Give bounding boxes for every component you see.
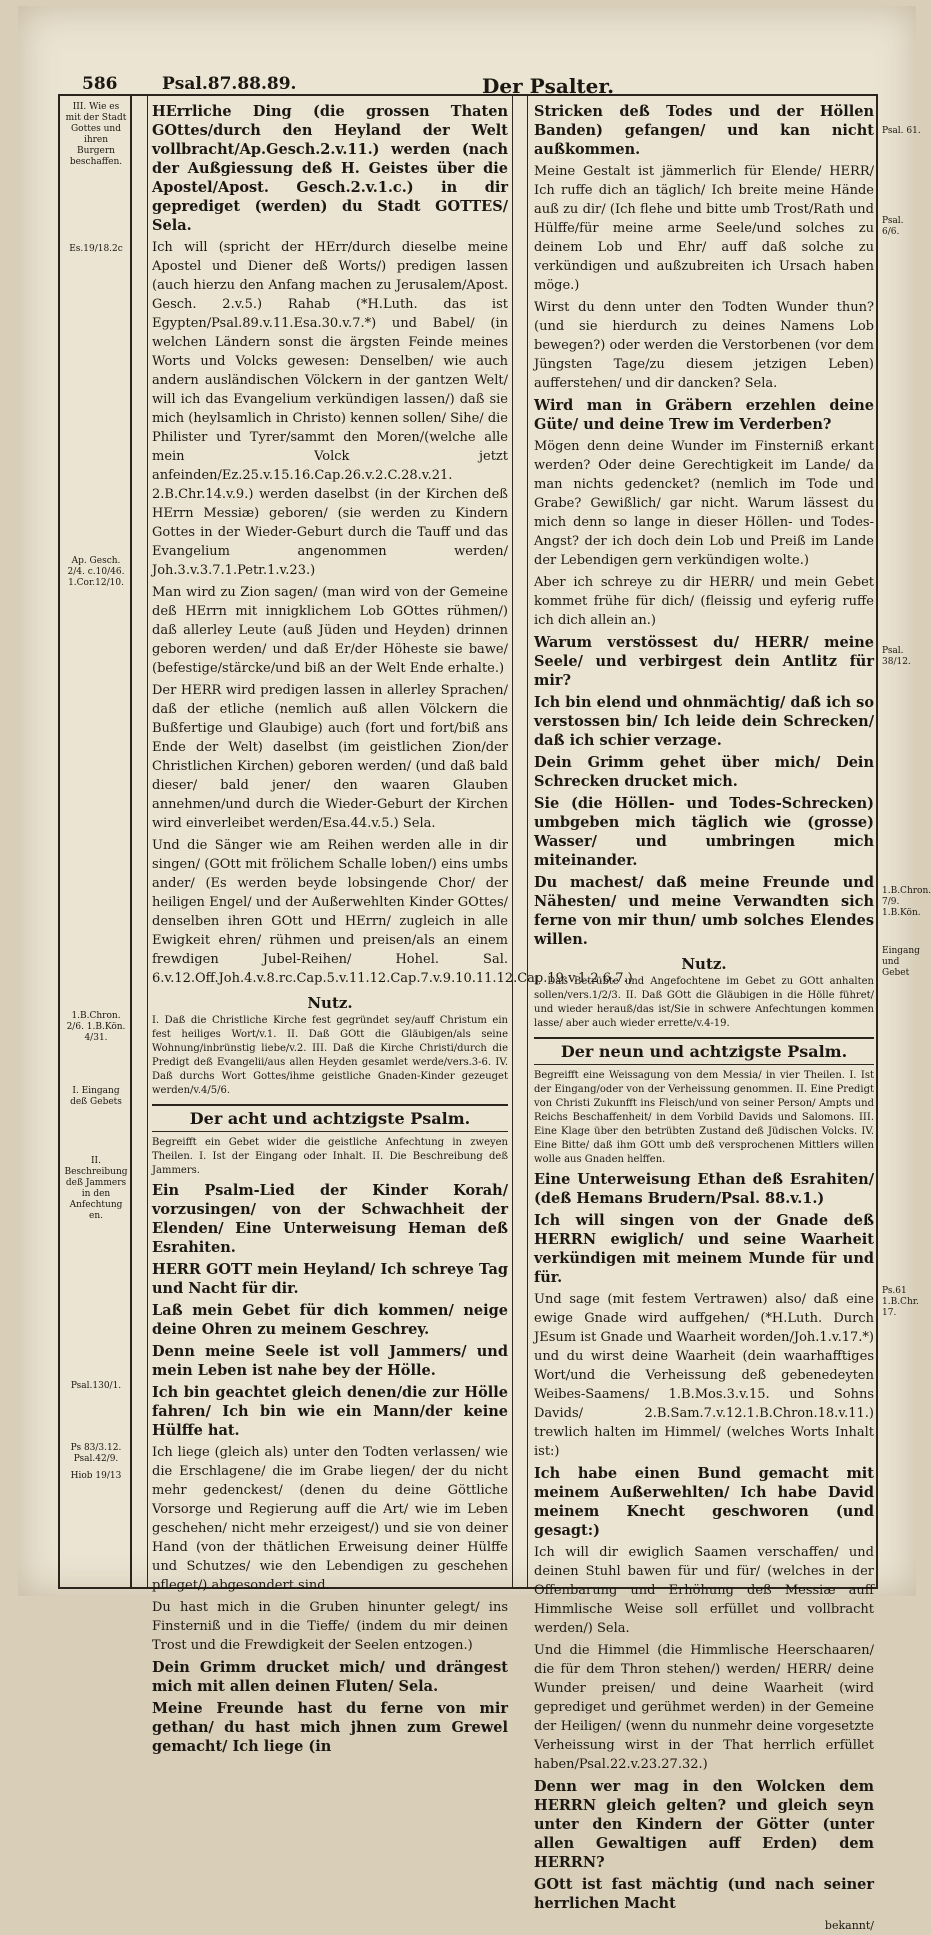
margin-note: II. Beschreibung deß Jammers in den Anfechtung en. (64, 1156, 128, 1221)
psalm-89-title: Der neun und achtzigste Psalm. (534, 1037, 874, 1065)
margin-note: Psal.130/1. (70, 1381, 122, 1391)
verse-number-gutter (132, 96, 148, 1587)
nutz-text: I. Daß Betrübte und Angefochtene im Gebet zu GOtt anhalten sollen/vers.1/2/3. II. Daß GOtt die Gläubigen in die Hölle führet/ und wieder herauß/das ist/Sie in schwere Anfechtungen kommen lasse/ aber auch wieder errette/v.4-19. (534, 976, 874, 1029)
verse: Und sage (mit festem Vertrawen) also/ daß eine ewige Gnade wird auffgehen/ (*H.Luth. Durch JEsum ist Gnade und Waarheit worden/Joh.1.v.17.*) und du wirst deine Waarheit (dein waarhafftiges Wort/und die Verheissung deß gebenedeyten Weibes-Saamens/ 1.B.Mos.3.v.15. und Sohns Davids/ 2.B.Sam.7.v.12.1.B.Chron.18.v.11.) trewlich halten im Himmel/ (welches Worts Inhalt ist:) (534, 1292, 874, 1459)
verse: Mögen denn deine Wunder im Finsterniß erkant werden? Oder deine Gerechtigkeit im Lande/ da man nichts gedencket? (nemlich im Tode und Grabe? Gewißlich/ gar nicht. Warum lässest du mich denn so lange in dieser Höllen- und Todes-Angst? der ich doch dein Lob und Preiß im Lande der Lebendigen gern verkündigen wolte.) (534, 439, 874, 568)
verse: Aber ich schreye zu dir HERR/ und mein Gebet kommet frühe für dich/ (fleissig und eyferig ruffe ich dich allein an.) (534, 575, 874, 628)
verse: HErrliche Ding (die grossen Thaten GOttes/durch den Heyland der Welt vollbracht/Ap.Gesch.2.v.11.) werden (nach der Außgiessung deß H. Geistes über die Apostel/Apost. Gesch.2.v.1.c.) in dir geprediget (werden) du Stadt GOTTES/ Sela. (152, 103, 508, 234)
verse: Ich bin geachtet gleich denen/die zur Hölle fahren/ Ich bin wie ein Mann/der keine Hülffe hat. (152, 1384, 508, 1439)
nutz-heading: Nutz. (307, 994, 353, 1012)
verse: Du hast mich in die Gruben hinunter gelegt/ ins Finsterniß und in die Tieffe/ (indem du mir deinen Trost und die Frewdigkeit der Seelen entzogen.) (152, 1600, 508, 1653)
margin-note: Es.19/18.2c (69, 244, 123, 254)
verse: HERR GOTT mein Heyland/ Ich schreye Tag und Nacht für dir. (152, 1261, 508, 1297)
verse: Dein Grimm drucket mich/ und drängest mich mit allen deinen Fluten/ Sela. (152, 1659, 508, 1695)
verse: Warum verstössest du/ HERR/ meine Seele/ und verbirgest dein Antlitz für mir? (534, 634, 874, 689)
right-margin-note: Psal. 61. (882, 126, 921, 136)
catchword: bekannt/ (824, 1919, 874, 1932)
verse: Sie (die Höllen- und Todes-Schrecken) umbgeben mich täglich wie (grosse) Wasser/ und umbringen mich miteinander. (534, 795, 874, 869)
verse: Man wird zu Zion sagen/ (man wird von der Gemeine deß HErrn mit innigklichem Lob GOttes rühmen/) daß allerley Leute (auß Jüden und Heyden) drinnen geboren werden/ und daß Er/der Höheste sie bawe/ (befestige/stärcke/und biß an der Welt Ende erhalte.) (152, 585, 508, 676)
right-margin-note: Psal. 6/6. (882, 216, 904, 237)
nutz-text: I. Daß die Christliche Kirche fest gegründet sey/auff Christum ein fest heiliges Wort/v.1. II. Daß GOtt die Gläubigen/als seine Wohnung/inbrünstig liebe/v.2. III. Daß die Kirche Christi/durch die Predigt deß Evangelii/aus allen Heyden gesamlet werde/vers.3-6. IV. Daß durchs Wort Gottes/ihme geistliche Gnaden-Kinder gezeuget werden/v.4/5/6. (152, 1015, 508, 1096)
verse: Ich habe einen Bund gemacht mit meinem Außerwehlten/ Ich habe David meinem Knecht geschworen (und gesagt:) (534, 1465, 874, 1539)
left-margin (60, 96, 132, 1587)
verse: Und die Himmel (die Himmlische Heerschaaren/ die für dem Thron stehen/) werden/ HERR/ deine Wunder preisen/ und deine Waarheit (wird geprediget und gerühmet werden) in der Gemeine der Heiligen/ (wenn du nunmehr deine vorgesetzte Verheissung wirst in der That herrlich erfüllet haben/Psal.22.v.23.27.32.) (534, 1643, 874, 1772)
psalm-88-title: Der acht und achtzigste Psalm. (152, 1104, 508, 1132)
right-margin-note: Eingang und Gebet (882, 946, 920, 978)
verse: Ich will dir ewiglich Saamen verschaffen/ und deinen Stuhl bawen für und für/ (welches in der Offenbarung und Erhöhung deß Messiæ auff Himmlische Weise soll erfüllet und vollbracht werden/) Sela. (534, 1545, 874, 1636)
verse: Laß mein Gebet für dich kommen/ neige deine Ohren zu meinem Geschrey. (152, 1302, 508, 1338)
psalm-88-summary: Begreifft ein Gebet wider die geistliche Anfechtung in zweyen Theilen. I. Ist der Eingang oder Inhalt. II. Die Beschreibung deß Jammers. (152, 1137, 508, 1176)
verse: Ein Psalm-Lied der Kinder Korah/ vorzusingen/ von der Schwachheit der Elenden/ Eine Unterweisung Heman deß Esrahiten. (152, 1182, 508, 1256)
margin-note: Ps 83/3.12. Psal.42/9. (70, 1443, 122, 1464)
nutz-heading: Nutz. (681, 955, 727, 973)
verse: Eine Unterweisung Ethan deß Esrahiten/ (deß Hemans Brudern/Psal. 88.v.1.) (534, 1171, 874, 1207)
right-margin-note: Ps.61 1.B.Chr. 17. (882, 1286, 919, 1318)
verse: Dein Grimm gehet über mich/ Dein Schrecken drucket mich. (534, 754, 874, 790)
margin-note: I. Eingang deß Gebets (70, 1086, 122, 1107)
verse: GOtt ist fast mächtig (und nach seiner herrlichen Macht (534, 1876, 874, 1912)
text-frame (58, 94, 878, 1932)
margin-note: 1.B.Chron. 2/6. 1.B.Kön. 4/31. (66, 1011, 126, 1043)
verse: Meine Gestalt ist jämmerlich für Elende/ HERR/ Ich ruffe dich an täglich/ Ich breite meine Hände auß zu dir/ (Ich flehe und bitte umb Trost/Rath und Hülffe/für meine arme Seele/und solches zu deinem Lob und Ehr/ auff daß solche zu verkündigen und außzubreiten ich Ursach haben möge.) (534, 164, 874, 293)
verse: Der HERR wird predigen lassen in allerley Sprachen/ daß der etliche (nemlich auß allen Völckern die Bußfertige und Glaubige) auch (fort und fort/biß ans Ende der Welt) daselbst (im geistlichen Zion/der Christlichen Kirchen) geboren werden/ (und daß bald dieser/ bald jener/ den waaren Glauben annehmen/und durch die Wieder-Geburt der Kirchen wird einverleibet werden/Esa.44.v.5.) Sela. (152, 683, 508, 831)
verse: Denn meine Seele ist voll Jammers/ und mein Leben ist nahe bey der Hölle. (152, 1343, 508, 1379)
running-title: Der Psalter. (482, 74, 615, 98)
verse: Meine Freunde hast du ferne von mir gethan/ du hast mich jhnen zum Grewel gemacht/ Ich liege (in (152, 1700, 508, 1755)
margin-note: III. Wie es mit der Stadt Gottes und ihren Burgern beschaffen. (65, 102, 127, 167)
book-page (18, 6, 931, 1932)
verse: Und die Sänger wie am Reihen werden alle in dir singen/ (GOtt mit frölichem Schalle loben/) eins umbs ander/ (Es werden beyde lobsingende Chor/ der heiligen Engel/ und der Außerwehlten Kinder GOttes/ denselben ihren GOtt und HErrn/ zugleich in alle Ewigkeit ehren/ rühmen und preisen/als an einem frewdigen Jubel-Reihen/ Hohel. Sal. 6.v.12.Off.Joh.4.v.8.rc.Cap.5.v.11.12.Cap.7.v.9.10.11.12.Cap.19.v.1.2.6.7.) (152, 838, 633, 986)
column-right (530, 96, 878, 1932)
psalm-89-summary: Begreifft eine Weissagung von dem Messia/ in vier Theilen. I. Ist der Eingang/oder von der Verheissung genommen. II. Eine Predigt von Christi Zukunfft ins Fleisch/und von seiner Person/ Ampts und Reichs Beschaffenheit/ in dem Vorbild Davids und Salomons. III. Eine Klage über den betrübten Zustand deß Jüdischen Volcks. IV. Eine Bitte/ daß ihm GOtt umb deß versprochenen Mittlers willen wolle aus Gnaden helffen. (534, 1070, 874, 1165)
verse: Ich will (spricht der HErr/durch dieselbe meine Apostel und Diener deß Worts/) predigen lassen (auch hierzu den Anfang machen zu Jerusalem/Apost. Gesch. 2.v.5.) Rahab (*H.Luth. das ist Egypten/Psal.89.v.11.Esa.30.v.7.*) und Babel/ (in welchen Ländern sonst die ärgsten Feinde meines Worts und Volcks gewesen: Denselben/ wie auch andern ausländischen Völckern in der gantzen Welt/ will ich das Evangelium verkündigen lassen/) daß sie mich (heylsamlich in Christo) kennen sollen/ Sihe/ die Philister und Tyrer/sammt den Moren/(welche alle mein Volck jetzt anfeinden/Ez.25.v.15.16.Cap.26.v.2.C.28.v.21. 2.B.Chr.14.v.9.) werden daselbst (in der Kirchen deß HErrn Messiæ) geboren/ (sie werden zu Kindern Gottes in der Wieder-Geburt durch die Tauff und das Evangelium angenommen werden/ Joh.3.v.3.7.1.Petr.1.v.23.) (152, 240, 508, 578)
margin-note: Ap. Gesch. 2/4. c.10/46. 1.Cor.12/10. (67, 556, 125, 588)
verse: Ich will singen von der Gnade deß HERRN ewiglich/ und seine Waarheit verkündigen mit meinem Munde für und für. (534, 1212, 874, 1286)
verse-number-gutter (512, 96, 528, 1587)
verse: Ich liege (gleich als) unter den Todten verlassen/ wie die Erschlagene/ die im Grabe liegen/ der du nicht mehr gedenckest/ (denen du deine Göttliche Vorsorge und Regierung auff die Art/ wie im Leben geschehen/ nicht mehr erzeigest/) und sie von deiner Hand (von der thätlichen Erweisung deiner Hülffe und Schutzes/ wie den Lebendigen zu geschehen pfleget/) abgesondert sind. (152, 1445, 508, 1593)
right-margin-note: Psal. 38/12. (882, 646, 911, 667)
verse: Wirst du denn unter den Todten Wunder thun? (und sie hierdurch zu deines Namens Lob bewegen?) oder werden die Verstorbenen (vor dem Jüngsten Tage/zu diesem jetzigen Leben) aufferstehen/ und dir dancken? Sela. (534, 300, 874, 391)
verse: Du machest/ daß meine Freunde und Nähesten/ und meine Verwandten sich ferne von mir thun/ umb solches Elendes willen. (534, 874, 874, 948)
verse: Ich bin elend und ohnmächtig/ daß ich so verstossen bin/ Ich leide dein Schrecken/ daß ich schier verzage. (534, 694, 874, 749)
verse: Wird man in Gräbern erzehlen deine Güte/ und deine Trew im Verderben? (534, 397, 874, 433)
page-number: 586 (82, 74, 118, 94)
column-left (148, 96, 633, 1755)
verse: Stricken deß Todes und der Höllen Banden) gefangen/ und kan nicht außkommen. (534, 103, 874, 158)
margin-note: Hiob 19/13 (70, 1471, 122, 1481)
right-margin-note: 1.B.Chron. 7/9. 1.B.Kön. (882, 886, 931, 918)
running-reference: Psal.87.88.89. (162, 74, 297, 94)
verse: Denn wer mag in den Wolcken dem HERRN gleich gelten? und gleich seyn unter den Kindern der Götter (unter allen Gewaltigen auff Erden) dem HERRN? (534, 1778, 874, 1871)
